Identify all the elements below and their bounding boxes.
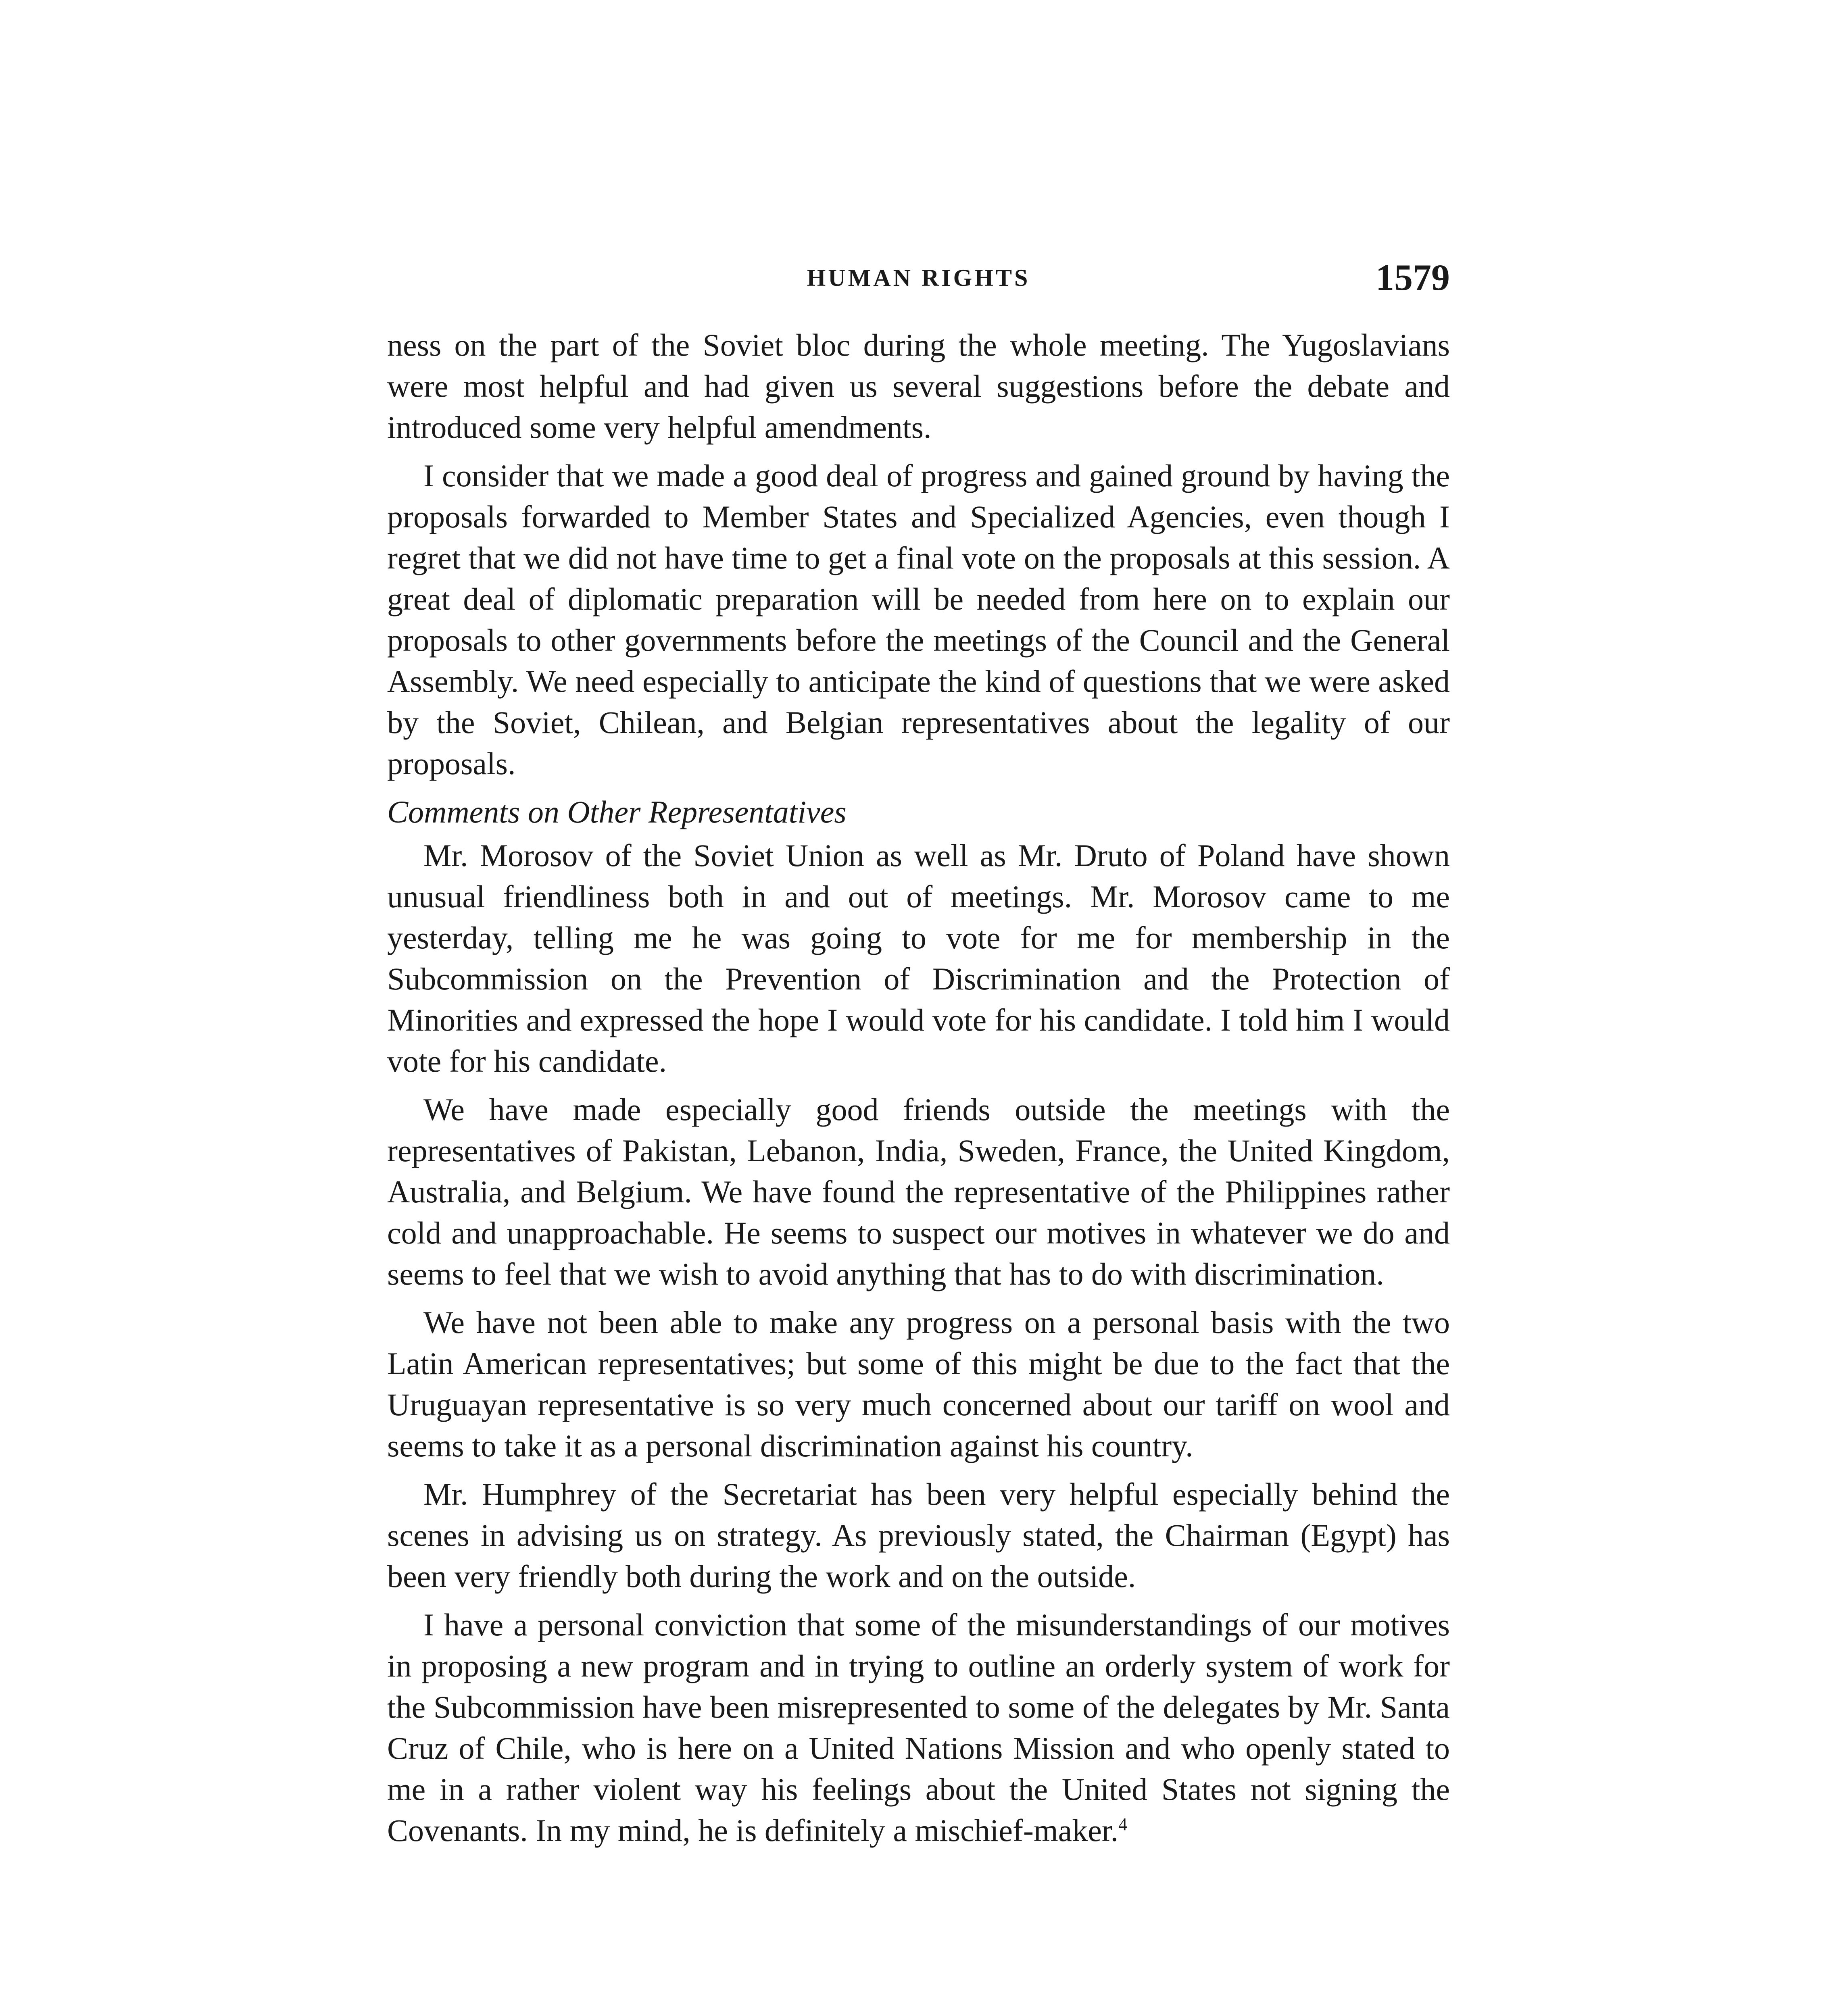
paragraph-6: Mr. Humphrey of the Secretariat has been very helpful especially behind the scenes in advising us on strategy. As previously stated, the Chairman (Egypt) has been very friendly both during the work and on the outside. [387, 1477, 1450, 1594]
paragraph-7-text: I have a personal conviction that some of the misunderstandings of our motives in proposing a new program and in trying to outline an orderly system of work for the Subcommission have been misrepresented to some of the delegates by Mr. Santa Cruz of Chile, who is here on a United Nations Mission and who openly stated to me in a rather violent way his feelings about the United States not signing the Covenants. In my mind, he is definitely a mischief-maker. [387, 1607, 1450, 1848]
running-title: HUMAN RIGHTS [807, 264, 1030, 291]
running-head [387, 256, 1450, 300]
paragraph-2: I consider that we made a good deal of progress and gained ground by having the proposals forwarded to Member States and Specialized Agencies, even though I regret that we did not have time to get a final vote on the proposals at this session. A great deal of diplomatic preparation will be needed from here on to explain our proposals to other governments before the meetings of the Council and the General Assembly. We need especially to anticipate the kind of questions that we were asked by the Soviet, Chilean, and Belgian representatives about the legality of our proposals. [387, 458, 1450, 781]
paragraph-5: We have not been able to make any progress on a personal basis with the two Latin American representatives; but some of this might be due to the fact that the Uruguayan representative is so very much concerned about our tariff on wool and seems to take it as a personal discrimination against his country. [387, 1305, 1450, 1463]
paragraph-1: ness on the part of the Soviet bloc during the whole meeting. The Yugoslavians were most helpful and had given us several suggestions before the debate and introduced some very helpful amendments. [387, 327, 1450, 445]
paragraph-4: We have made especially good friends outside the meetings with the representatives of Pakistan, Lebanon, India, Sweden, France, the United Kingdom, Australia, and Belgium. We have found the representative of the Philippines rather cold and unapproachable. He seems to suspect our motives in whatever we do and seems to feel that we wish to avoid anything that has to do with discrimination. [387, 1092, 1450, 1291]
paragraph-3: Mr. Morosov of the Soviet Union as well as Mr. Druto of Poland have shown unusual friendliness both in and out of meetings. Mr. Morosov came to me yesterday, telling me he was going to vote for me for membership in the Subcommission on the Prevention of Discrimination and the Protection of Minorities and expressed the hope I would vote for his candidate. I told him I would vote for his candidate. [387, 838, 1450, 1079]
footnote-reference: 4 [1118, 1814, 1128, 1834]
page-number: 1579 [1376, 257, 1450, 298]
body-text [387, 325, 1450, 1858]
paragraph-7 [387, 1604, 1450, 1851]
section-heading: Comments on Other Representatives [387, 794, 847, 829]
